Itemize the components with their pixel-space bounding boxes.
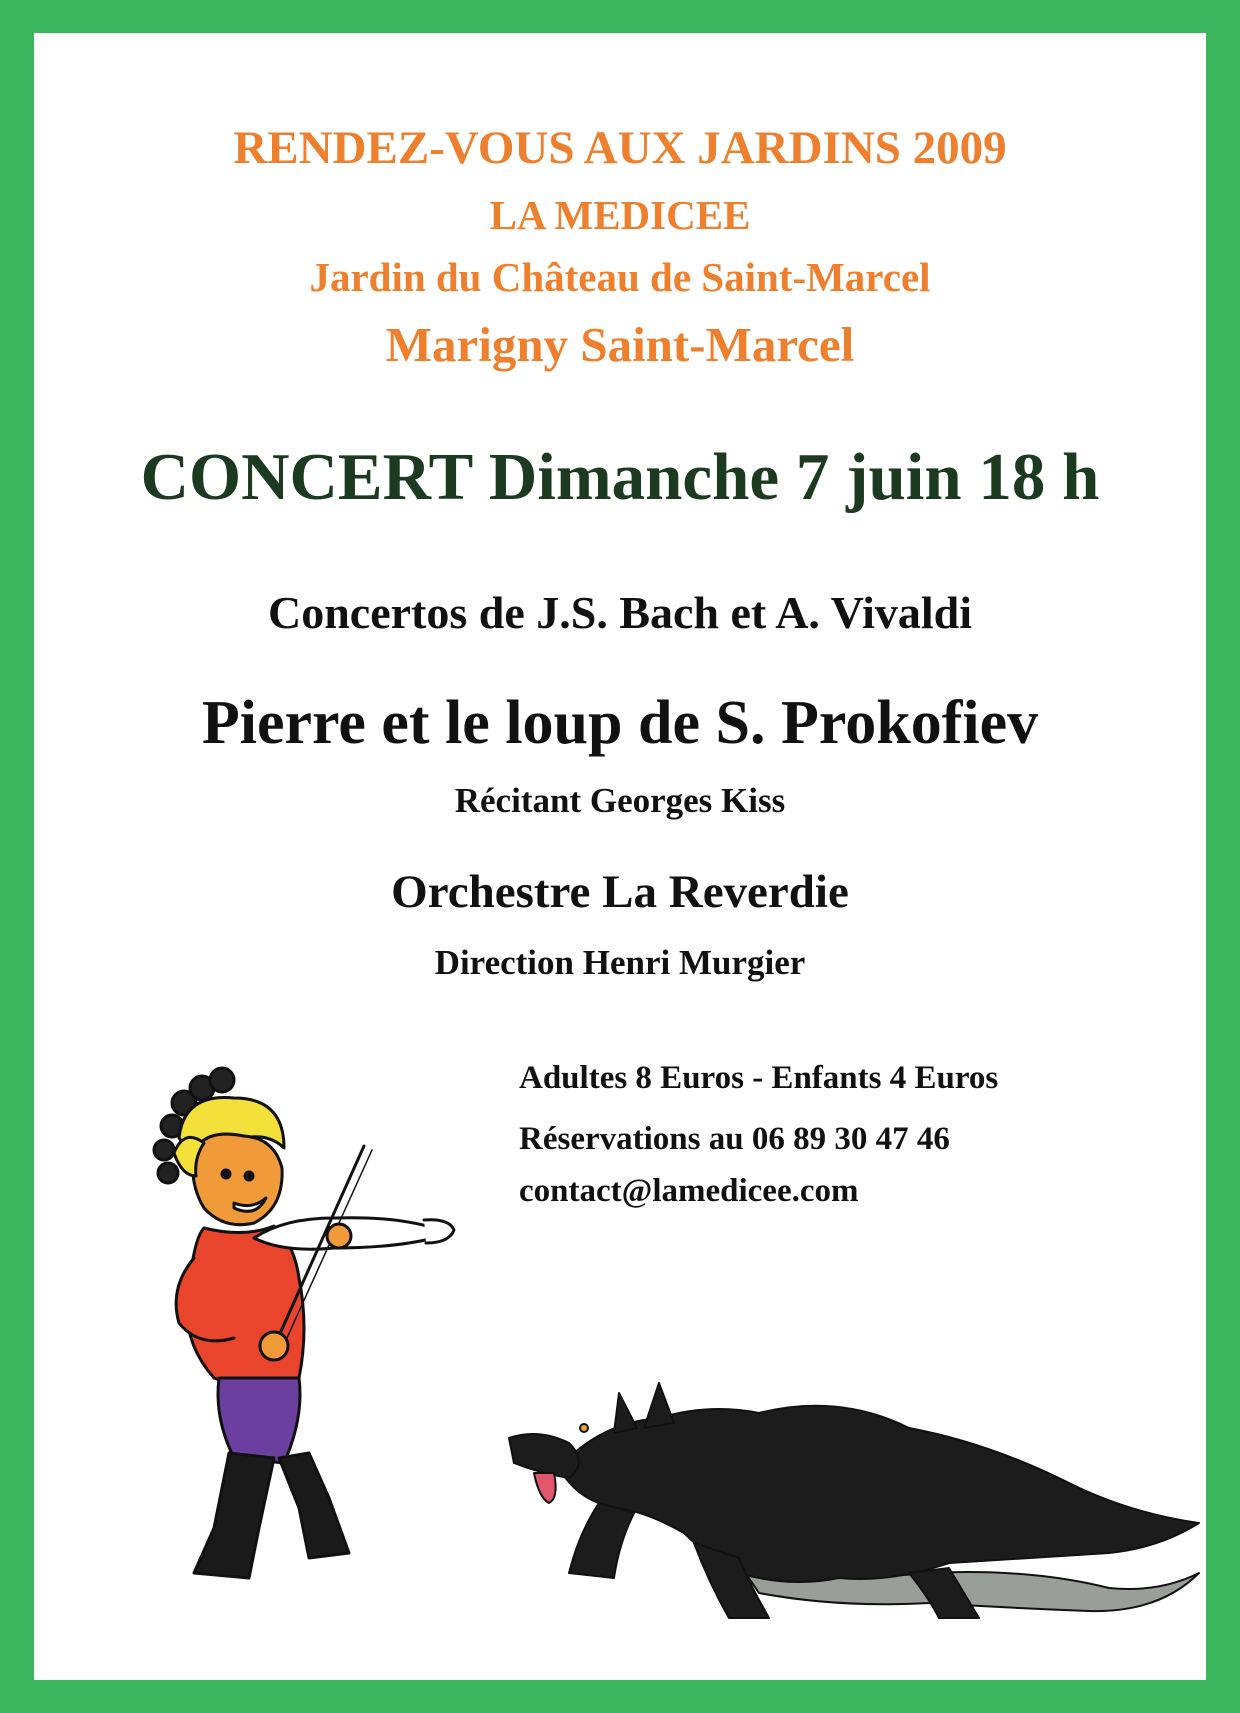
reservations-phone: Réservations au 06 89 30 47 46 bbox=[519, 1121, 950, 1157]
wolf-illustration bbox=[509, 1373, 1209, 1653]
conductor-credit: Direction Henri Murgier bbox=[434, 943, 806, 982]
narrator-credit: Récitant Georges Kiss bbox=[454, 781, 786, 820]
venue-town: Marigny Saint-Marcel bbox=[385, 317, 855, 372]
contact-email: contact@lamedicee.com bbox=[519, 1173, 859, 1209]
program-line-2: Pierre et le loup de S. Prokofiev bbox=[201, 689, 1039, 757]
concert-headline: CONCERT Dimanche 7 juin 18 h bbox=[140, 440, 1100, 514]
venue-name: LA MEDICEE bbox=[489, 192, 751, 238]
poster-frame bbox=[34, 33, 1206, 1680]
program-line-1: Concertos de J.S. Bach et A. Vivaldi bbox=[267, 587, 973, 638]
ticket-prices: Adultes 8 Euros - Enfants 4 Euros bbox=[519, 1060, 999, 1096]
peter-violinist-illustration bbox=[134, 1058, 474, 1658]
venue-garden: Jardin du Château de Saint-Marcel bbox=[309, 254, 931, 300]
event-title: RENDEZ-VOUS AUX JARDINS 2009 bbox=[233, 122, 1007, 174]
orchestra-name: Orchestre La Reverdie bbox=[391, 866, 849, 918]
